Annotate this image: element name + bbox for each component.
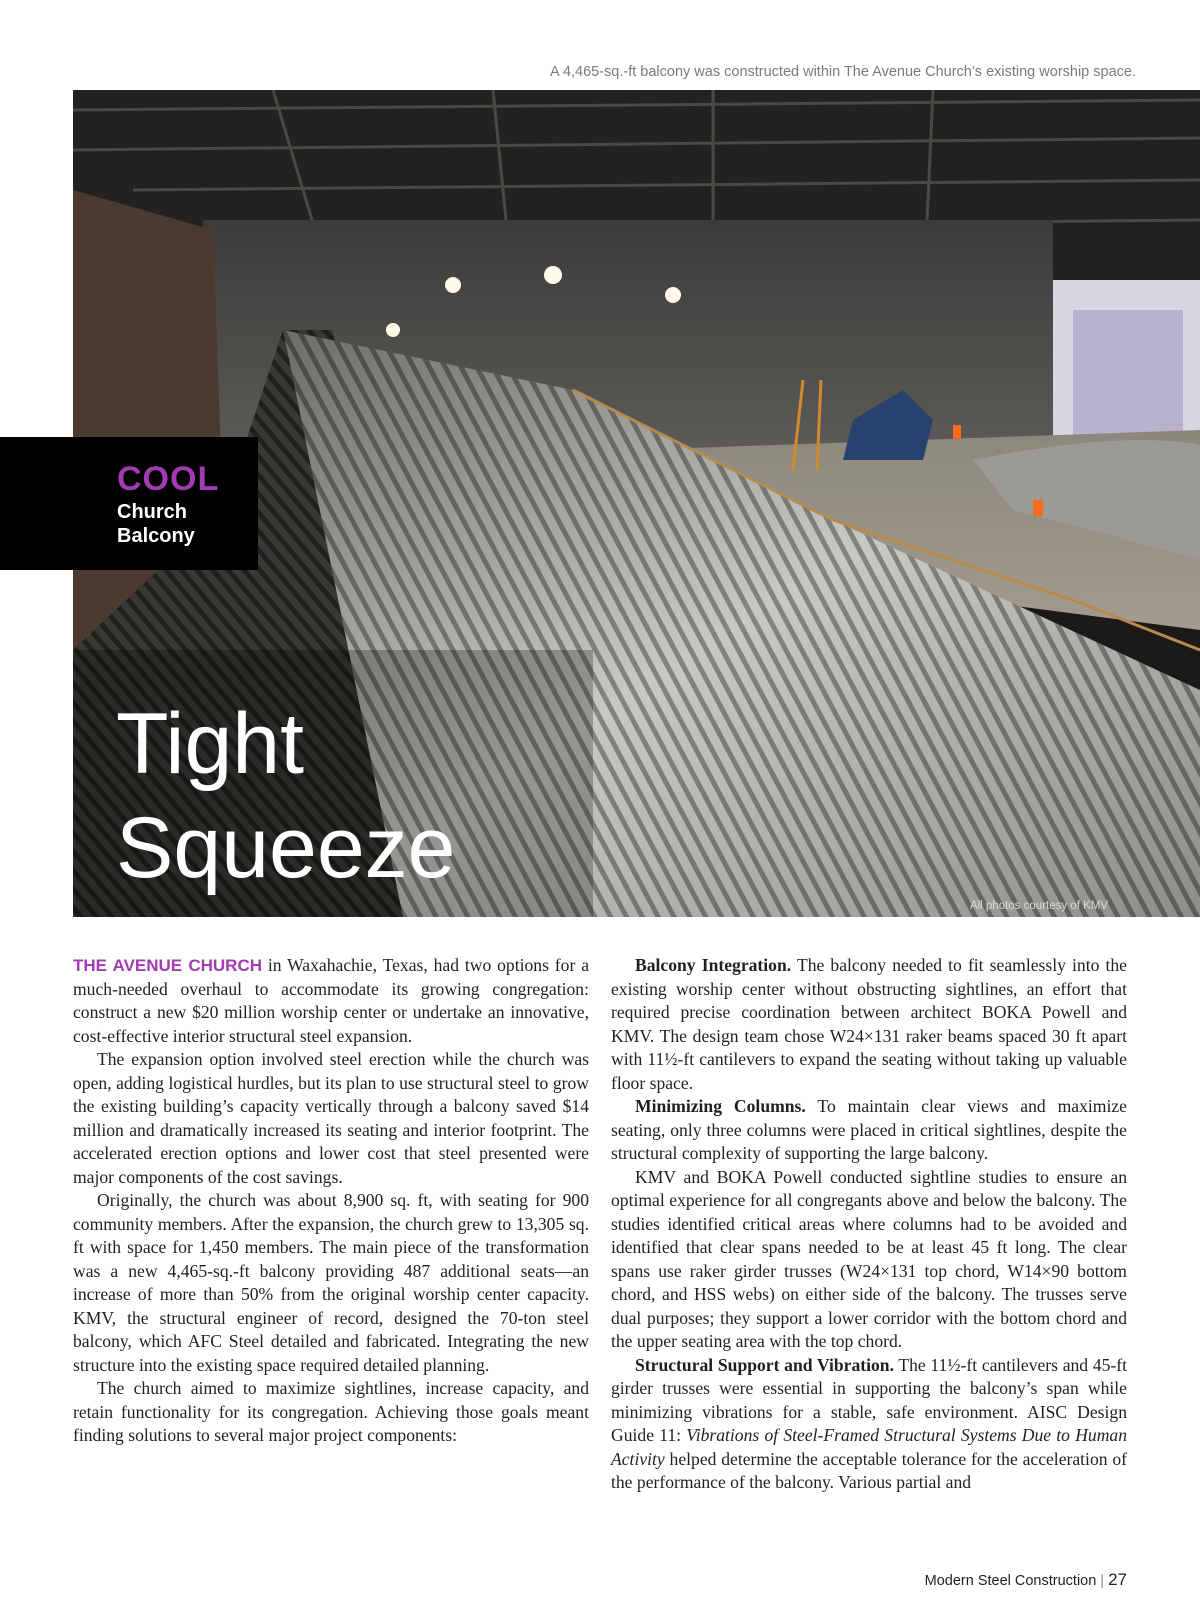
headline-line1: Tight	[116, 696, 304, 792]
section-tag-title	[117, 500, 247, 548]
minimizing-columns-text: To maintain clear views and maximize seating, only three columns were placed in critical sightlines, despite the structural complexity of supporting the large balcony.	[611, 1096, 1127, 1163]
photo-credit: All photos courtesy of KMV	[969, 900, 1108, 912]
section-balcony-integration	[611, 954, 1127, 1095]
page-number: 27	[1108, 1570, 1127, 1589]
right-column	[611, 954, 1127, 1495]
subhead-balcony-integration: Balcony Integration.	[635, 955, 792, 975]
lead-in: THE AVENUE CHURCH	[73, 956, 262, 975]
paragraph-2: The expansion option involved steel erection while the church was open, adding logistical hurdles, but its plan to use structural steel to grow the existing building’s capacity vertically through a balcony saved $14 million and dramatically increased its seating and interior footprint. The accelerated erection options and lower cost that steel presented were major components of the cost savings.	[73, 1049, 589, 1187]
balcony-integration-text: The balcony needed to fit seamlessly into the existing worship center without obstructing sightlines, an effort that required precise coordination between architect BOKA Powell and KMV. The design team chose W24×131 raker beams spaced 30 ft apart with 11½-ft cantilevers to expand the seating without taking up valuable floor space.	[611, 955, 1127, 1093]
section-tag-cool: COOL	[117, 460, 220, 498]
paragraph-1	[73, 954, 589, 1048]
subhead-minimizing-columns: Minimizing Columns.	[635, 1096, 806, 1116]
paragraph-sightline-studies: KMV and BOKA Powell conducted sightline studies to ensure an optimal experience for all congregants above and below the balcony. The studies identified critical areas where columns had to be avoided and identified that clear spans needed to be at least 45 ft long. The clear spans use raker girder trusses (W24×131 top chord, W14×90 bottom chord, and HSS webs) on either side of the balcony. The trusses serve dual purposes; they support a lower corridor with the bottom chord and the upper seating area with the top chord.	[611, 1166, 1127, 1351]
photo-caption: A 4,465-sq.-ft balcony was constructed within The Avenue Church’s existing worship space.	[550, 64, 1136, 80]
article-headline	[116, 692, 616, 900]
left-column	[73, 954, 589, 1448]
page-footer	[925, 1570, 1127, 1590]
footer-separator: |	[1100, 1573, 1105, 1589]
section-tag-line2: Balcony	[117, 525, 195, 547]
paragraph-4: The church aimed to maximize sightlines, increase capacity, and retain functionality for its congregation. Achieving those goals meant finding solutions to several major project components:	[73, 1378, 589, 1445]
paragraph-1-text: in Waxahachie, Texas, had two options for a much-needed overhaul to accommodate its growing congregation: construct a new $20 million worship center or undertake an innovative, cost-effective interior structural steel expansion.	[73, 955, 589, 1046]
section-minimizing-columns	[611, 1095, 1127, 1166]
subhead-structural-support: Structural Support and Vibration.	[635, 1354, 894, 1375]
publication-name: Modern Steel Construction	[924, 1573, 1097, 1589]
paragraph-3: Originally, the church was about 8,900 sq. ft, with seating for 900 community members. After the expansion, the church grew to 13,305 sq. ft with space for 1,450 members. The main piece of the transformation was a new 4,465-sq.-ft balcony providing 487 additional seats—an increase of more than 50% from the original worship center capacity. KMV, the structural engineer of record, designed the 70-ton steel balcony, which AFC Steel detailed and fabricated. Integrating the new structure into the existing space required detailed planning.	[73, 1190, 589, 1375]
section-structural-support	[611, 1354, 1127, 1495]
section-tag-line1: Church	[117, 501, 187, 523]
structural-support-text: The 11½-ft cantilevers and 45-ft girder trusses were essential in supporting the balcony’s span while minimizing vibrations for a stable, safe environment. AISC Design Guide 11:	[611, 1354, 1127, 1445]
headline-line2: Squeeze	[116, 800, 456, 896]
structural-support-text-2: helped determine the acceptable tolerance for the acceleration of the performance of the balcony. Various partial and	[611, 1448, 1127, 1492]
design-guide-title: Vibrations of Steel-Framed Structural Systems Due to Human Activity	[611, 1425, 1127, 1469]
